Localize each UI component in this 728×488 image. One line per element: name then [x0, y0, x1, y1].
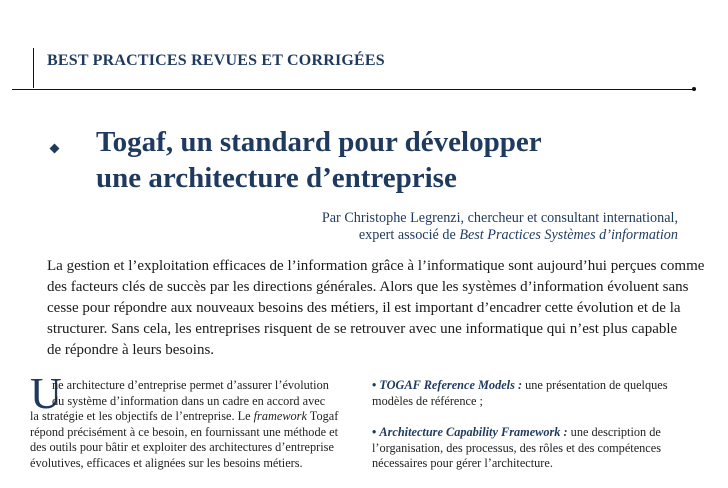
- body-text: la stratégie et les objectifs de l’entreprise. Le: [30, 409, 254, 424]
- byline: [322, 210, 678, 244]
- article-lede: [47, 256, 705, 361]
- body-line: évolutives, efficaces et alignées sur les besoins métiers.: [30, 455, 303, 470]
- section-label: BEST PRACTICES REVUES ET CORRIGÉES: [47, 52, 385, 69]
- list-item-line: modèles de référence ;: [372, 393, 483, 408]
- body-column-right: [372, 378, 698, 488]
- rule-end-dot: [692, 87, 696, 91]
- lede-line: des facteurs clés de succès par les directions générales. Alors que les systèmes d’information évoluent sans: [47, 279, 689, 295]
- body-line: des outils pour bâtir et exploiter des architectures d’entreprise: [30, 440, 334, 455]
- list-item-term: TOGAF Reference Models :: [379, 378, 523, 392]
- lede-line: structurer. Sans cela, les entreprises risquent de se retrouver avec une informatique qui n’est plus capable: [47, 321, 678, 337]
- body-line: répond précisément à ce besoin, en fournissant une méthode et: [30, 424, 338, 439]
- byline-line-1: Par Christophe Legrenzi, chercheur et consultant international,: [321, 210, 678, 226]
- bullet-icon: •: [372, 425, 377, 440]
- header-rule: [12, 89, 696, 90]
- body-line: ne architecture d’entreprise permet d’assurer l’évolution: [52, 378, 329, 392]
- body-line: [30, 409, 358, 425]
- body-column-left: [30, 369, 358, 472]
- article-title-line-2: une architecture d’entreprise: [96, 162, 457, 194]
- list-item-line: l’organisation, des processus, des rôles et des compétences: [372, 440, 662, 455]
- bullet-icon: •: [372, 378, 377, 392]
- article-title: [96, 124, 542, 196]
- list-item-text: une présentation de quelques: [522, 378, 668, 392]
- byline-publication: Best Practices Systèmes d’information: [459, 227, 678, 243]
- title-diamond-icon: [50, 144, 60, 154]
- body-text: Togaf: [306, 409, 339, 424]
- article-title-line-1: Togaf, un standard pour développer: [96, 126, 542, 158]
- list-item: [372, 425, 698, 472]
- lede-line: cesse pour répondre aux nouveaux besoins des métiers, il est important d’encadrer cette évolution et de la: [47, 300, 681, 316]
- list-item-term: Architecture Capability Framework :: [379, 425, 568, 440]
- lede-line: La gestion et l’exploitation efficaces de l’information grâce à l’informatique sont aujourd’hui perçues comme: [47, 258, 705, 274]
- dropcap: U: [30, 369, 62, 418]
- list-item-line: [372, 378, 698, 394]
- crop-mark-vertical: [33, 48, 34, 88]
- list-item-line: [372, 425, 698, 441]
- body-line: du système d’information dans un cadre en accord avec: [52, 393, 326, 408]
- lede-line: de répondre à leurs besoins.: [47, 342, 215, 358]
- body-italic: framework: [253, 409, 307, 424]
- byline-prefix: expert associé de: [358, 227, 460, 243]
- byline-line-2: [322, 227, 678, 244]
- list-item: [372, 378, 698, 409]
- list-item-text: une description de: [567, 425, 661, 440]
- list-item-line: nécessaires pour gérer l’architecture.: [372, 456, 553, 471]
